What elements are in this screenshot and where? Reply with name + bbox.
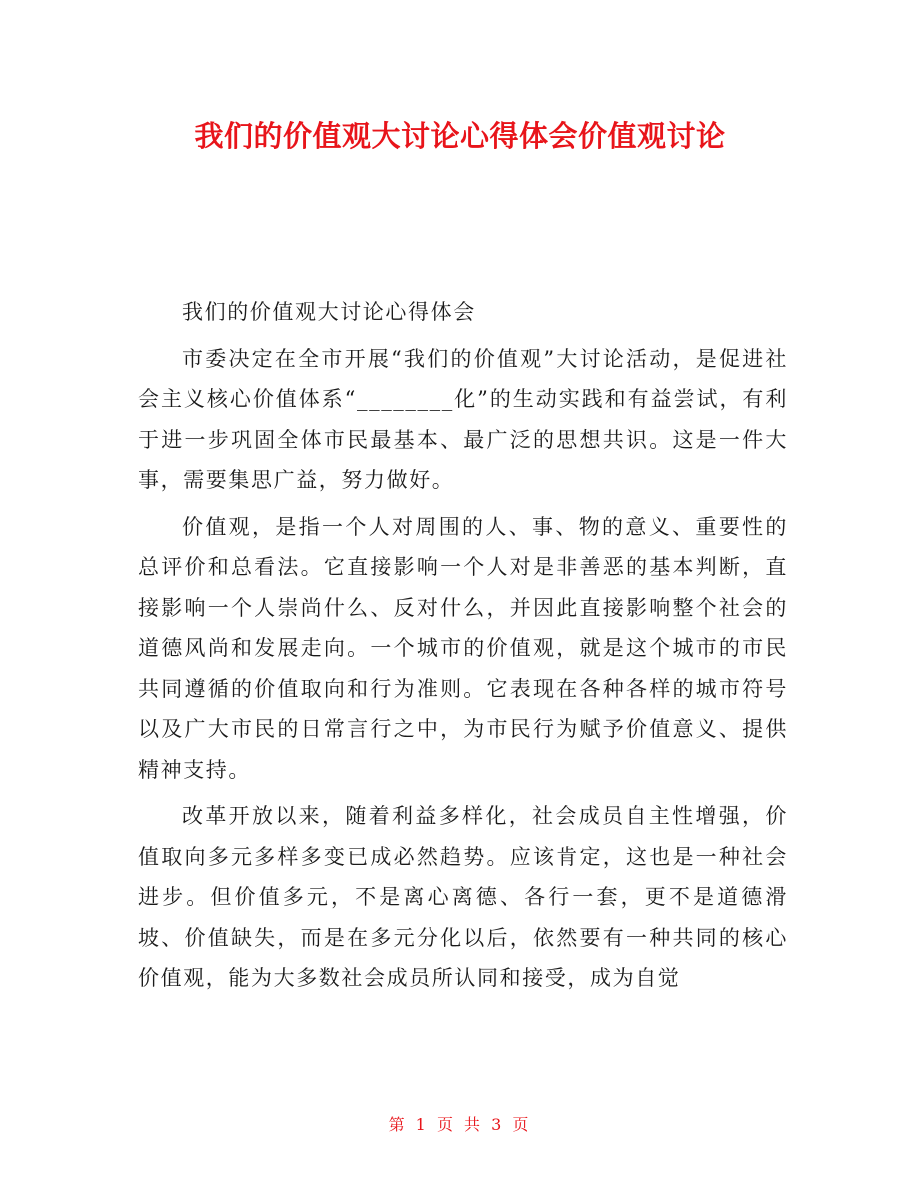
page-number-footer: 第 1 页 共 3 页 bbox=[388, 1115, 532, 1134]
document-title: 我们的价值观大讨论心得体会价值观讨论 bbox=[194, 119, 726, 153]
paragraph-subtitle: 我们的价值观大讨论心得体会 bbox=[182, 300, 476, 324]
paragraph: 市委决定在全市开展“我们的价值观”大讨论活动，是促进社会主义核心价值体系“________化”的生动实践和有益尝试，有利于进一步巩固全体市民最基本、最广泛的思想共识。这是一件大事，需要集思广益，努力做好。 bbox=[138, 346, 788, 492]
paragraph: 改革开放以来，随着利益多样化，社会成员自主性增强，价值取向多元多样多变已成必然趋势。应该肯定，这也是一种社会进步。但价值多元，不是离心离德、各行一套，更不是道德滑坡、价值缺失，而是在多元分化以后，依然要有一种共同的核心价值观，能为大多数社会成员所认同和接受，成为自觉 bbox=[138, 804, 788, 990]
paragraph: 价值观，是指一个人对周围的人、事、物的意义、重要性的总评价和总看法。它直接影响一个人对是非善恶的基本判断，直接影响一个人崇尚什么、反对什么，并因此直接影响整个社会的道德风尚和发展走向。一个城市的价值观，就是这个城市的市民共同遵循的价值取向和行为准则。它表现在各种各样的城市符号以及广大市民的日常言行之中，为市民行为赋予价值意义、提供精神支持。 bbox=[138, 514, 788, 782]
document-body bbox=[138, 292, 788, 999]
